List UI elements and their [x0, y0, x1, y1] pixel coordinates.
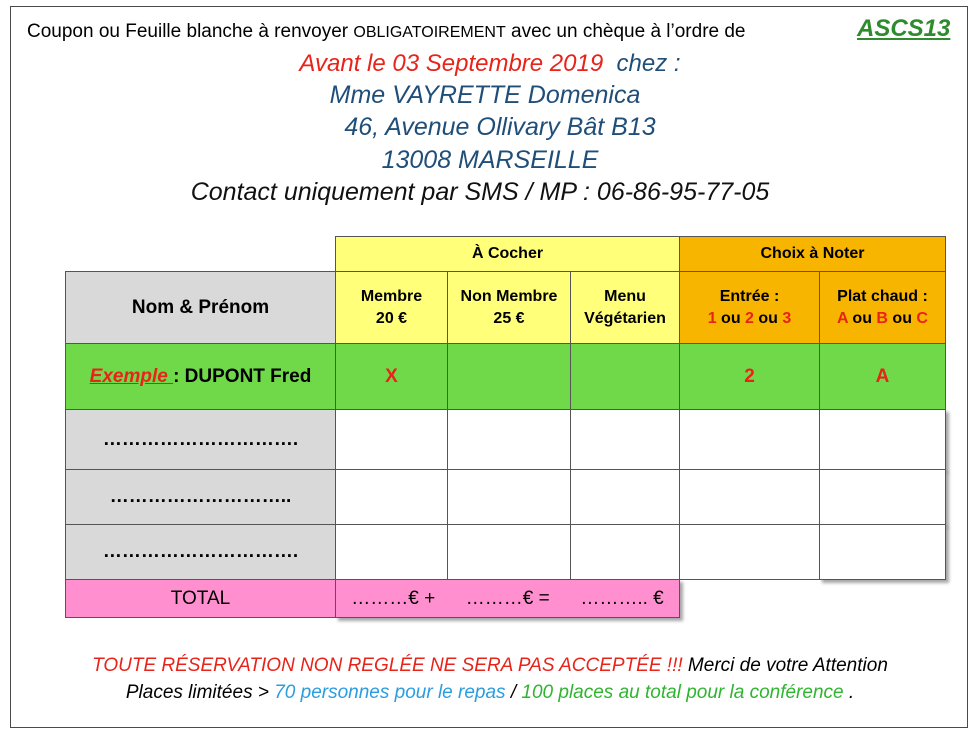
non-membre-price: 25 €	[493, 309, 525, 327]
example-entree-value: 2	[744, 365, 755, 387]
address-city: 13008 MARSEILLE	[381, 146, 599, 174]
row-3-non-membre-cell[interactable]	[447, 524, 571, 580]
total-membre-amount: ………€ +	[351, 587, 436, 609]
plat-options	[837, 308, 928, 330]
footer-warning-line	[11, 655, 969, 677]
row-3-membre-cell[interactable]	[335, 524, 448, 580]
entree-label: Entrée :	[719, 287, 780, 305]
row-3-name-dots: ………………………….	[102, 541, 299, 562]
example-non-membre-cell	[447, 343, 571, 410]
header-menu-vegetarien	[570, 271, 680, 344]
vegetarien-label: Végétarien	[584, 309, 666, 327]
merci-text: Merci de votre Attention	[682, 655, 888, 676]
membre-price: 20 €	[375, 309, 408, 327]
row-2-name-cell[interactable]	[65, 469, 336, 525]
row-1-entree-cell[interactable]	[679, 409, 820, 470]
row-1-non-membre-cell[interactable]	[447, 409, 571, 470]
footer-dot: .	[843, 682, 855, 703]
group-cocher-label: À Cocher	[471, 245, 544, 262]
exemple-label: Exemple	[89, 365, 174, 387]
plat-option-b: B	[876, 309, 888, 327]
total-values-cell[interactable]	[335, 579, 680, 618]
membre-label: Membre	[360, 287, 423, 305]
example-name	[90, 366, 312, 388]
header-text: Coupon ou Feuille blanche à renvoyer	[27, 21, 349, 42]
row-2-menu-cell[interactable]	[570, 469, 680, 525]
header-membre	[335, 271, 448, 344]
plat-ou: ou	[847, 309, 877, 327]
header-entree	[679, 271, 820, 344]
deadline-line	[11, 50, 969, 78]
header-text-end: avec un chèque à l’ordre de	[511, 21, 746, 42]
entree-options	[708, 308, 792, 330]
row-2-membre-cell[interactable]	[335, 469, 448, 525]
row-2-plat-cell[interactable]	[819, 469, 946, 525]
entree-option-3: 3	[782, 309, 792, 327]
example-entree-cell	[679, 343, 820, 410]
total-amount: ……….. €	[580, 587, 664, 609]
total-label: TOTAL	[170, 587, 231, 609]
row-1-plat-cell[interactable]	[819, 409, 946, 470]
row-2-entree-cell[interactable]	[679, 469, 820, 525]
dupont-fred: : DUPONT Fred	[173, 365, 312, 387]
plat-chaud-label: Plat chaud :	[837, 287, 928, 305]
plat-ou: ou	[887, 309, 917, 327]
chez-label: chez :	[616, 50, 681, 77]
plat-option-c: C	[916, 309, 928, 327]
entree-option-2: 2	[745, 309, 754, 327]
non-membre-label: Non Membre	[460, 287, 558, 305]
header-line-1	[27, 21, 746, 43]
row-1-membre-cell[interactable]	[335, 409, 448, 470]
plat-option-a: A	[837, 309, 848, 327]
header-nom-prenom	[65, 271, 336, 344]
places-limitees-label: Places limitées >	[125, 682, 275, 703]
example-plat-cell	[819, 343, 946, 410]
conference-capacity: 100 places au total pour la conférence	[521, 682, 844, 703]
row-3-menu-cell[interactable]	[570, 524, 680, 580]
coupon-page	[10, 6, 968, 728]
separator-slash: /	[505, 682, 522, 703]
entree-ou: ou	[716, 309, 746, 327]
example-menu-cell	[570, 343, 680, 410]
row-2-non-membre-cell[interactable]	[447, 469, 571, 525]
header-plat-chaud	[819, 271, 946, 344]
row-1-name-cell[interactable]	[65, 409, 336, 470]
example-membre-mark: X	[385, 365, 398, 387]
example-plat-value: A	[875, 365, 890, 387]
nom-prenom-label: Nom & Prénom	[131, 296, 270, 318]
example-membre-cell	[335, 343, 448, 410]
address-name: Mme VAYRETTE Domenica	[329, 81, 641, 109]
header-non-membre	[447, 271, 571, 344]
entree-ou: ou	[753, 309, 783, 327]
repas-capacity: 70 personnes pour le repas	[274, 682, 506, 703]
total-label-cell	[65, 579, 336, 618]
row-2-name-dots: ………………………..	[109, 486, 292, 507]
row-1-menu-cell[interactable]	[570, 409, 680, 470]
total-non-membre-amount: ………€ =	[465, 587, 550, 609]
ascs13-label: ASCS13	[857, 15, 951, 42]
row-3-name-cell[interactable]	[65, 524, 336, 580]
address-street: 46, Avenue Ollivary Bât B13	[344, 113, 656, 141]
row-3-entree-cell[interactable]	[679, 524, 820, 580]
group-choix-label: Choix à Noter	[760, 245, 865, 262]
non-reglee-warning: TOUTE RÉSERVATION NON REGLÉE NE SERA PAS ACCEPTÉE !!!	[92, 655, 683, 676]
group-header-cocher	[335, 236, 680, 272]
row-1-name-dots: ………………………….	[102, 428, 299, 450]
example-name-cell	[65, 343, 336, 410]
row-3-plat-cell[interactable]	[819, 524, 946, 580]
entree-option-1: 1	[707, 309, 717, 327]
deadline-date: Avant le 03 Septembre 2019	[299, 50, 604, 77]
menu-label: Menu	[604, 287, 646, 305]
contact-line: Contact uniquement par SMS / MP : 06-86-95-77-05	[190, 178, 770, 206]
header-obligatoirement: OBLIGATOIREMENT	[353, 24, 506, 41]
footer-places-line	[11, 682, 969, 704]
group-header-choix	[679, 236, 946, 272]
